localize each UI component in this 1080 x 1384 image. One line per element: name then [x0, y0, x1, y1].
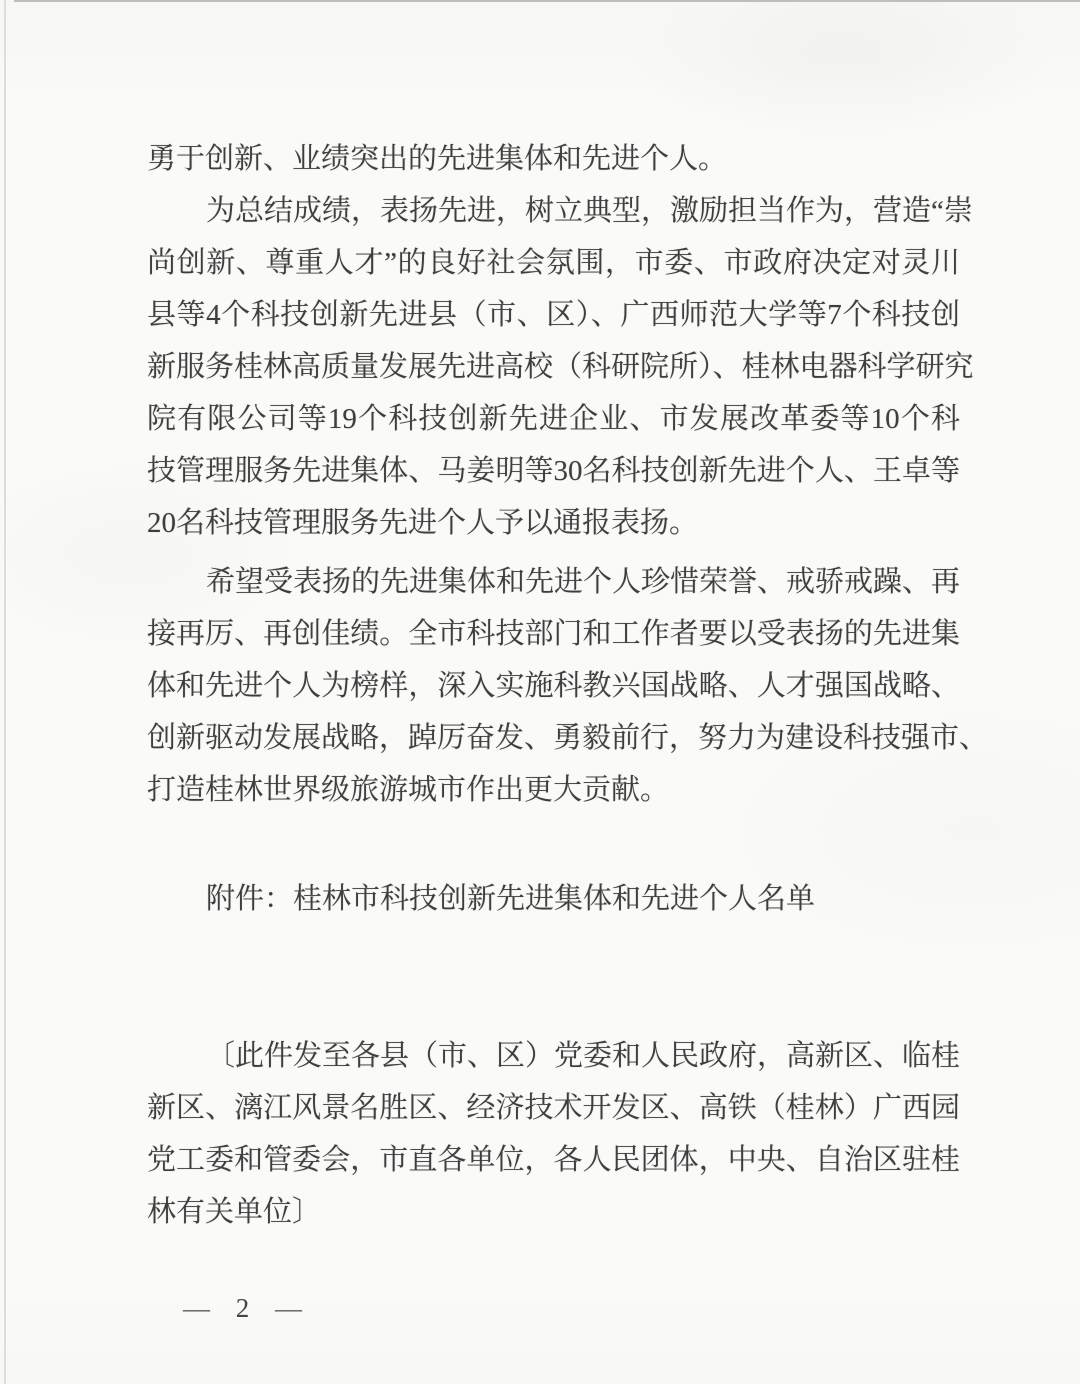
text-line: 技管理服务先进集体、马姜明等30名科技创新先进个人、王卓等 — [147, 455, 960, 487]
text-line: 希望受表扬的先进集体和先进个人珍惜荣誉、戒骄戒躁、再 — [206, 566, 961, 598]
text-line: 院有限公司等19个科技创新先进企业、市发展改革委等10个科 — [147, 403, 960, 435]
distribution-note-line: 新区、漓江风景名胜区、经济技术开发区、高铁（桂林）广西园 — [147, 1092, 960, 1124]
scan-top-edge-line — [14, 0, 1080, 2]
text-line: 体和先进个人为榜样，深入实施科教兴国战略、人才强国战略、 — [147, 670, 960, 702]
text-line: 20名科技管理服务先进个人予以通报表扬。 — [147, 507, 699, 539]
distribution-note-line: 〔此件发至各县（市、区）党委和人民政府，高新区、临桂 — [206, 1040, 961, 1072]
distribution-note-line: 林有关单位〕 — [147, 1196, 322, 1228]
text-line: 打造桂林世界级旅游城市作出更大贡献。 — [147, 774, 670, 806]
text-line: 接再厉、再创佳绩。全市科技部门和工作者要以受表扬的先进集 — [147, 618, 960, 650]
page-number-right-dash: — — [275, 1293, 302, 1323]
text-line: 创新驱动发展战略，踔厉奋发、勇毅前行，努力为建设科技强市、 — [147, 722, 989, 754]
text-line: 新服务桂林高质量发展先进高校（科研院所）、桂林电器科学研究 — [147, 351, 974, 383]
page-number-left-dash: — — [183, 1293, 210, 1323]
page-number — [147, 1288, 960, 1328]
distribution-note-line: 党工委和管委会，市直各单位，各人民团体，中央、自治区驻桂 — [147, 1144, 960, 1176]
text-line: 尚创新、尊重人才”的良好社会氛围，市委、市政府决定对灵川 — [147, 247, 960, 279]
text-line: 县等4个科技创新先进县（市、区）、广西师范大学等7个科技创 — [147, 299, 960, 331]
text-line: 为总结成绩，表扬先进，树立典型，激励担当作为，营造“崇 — [206, 195, 973, 227]
scan-left-edge-line — [4, 0, 6, 1384]
text-line: 勇于创新、业绩突出的先进集体和先进个人。 — [147, 143, 728, 175]
page-number-value: 2 — [235, 1293, 250, 1323]
document-body — [147, 133, 989, 1355]
attachment-line: 附件：桂林市科技创新先进集体和先进个人名单 — [206, 883, 816, 915]
